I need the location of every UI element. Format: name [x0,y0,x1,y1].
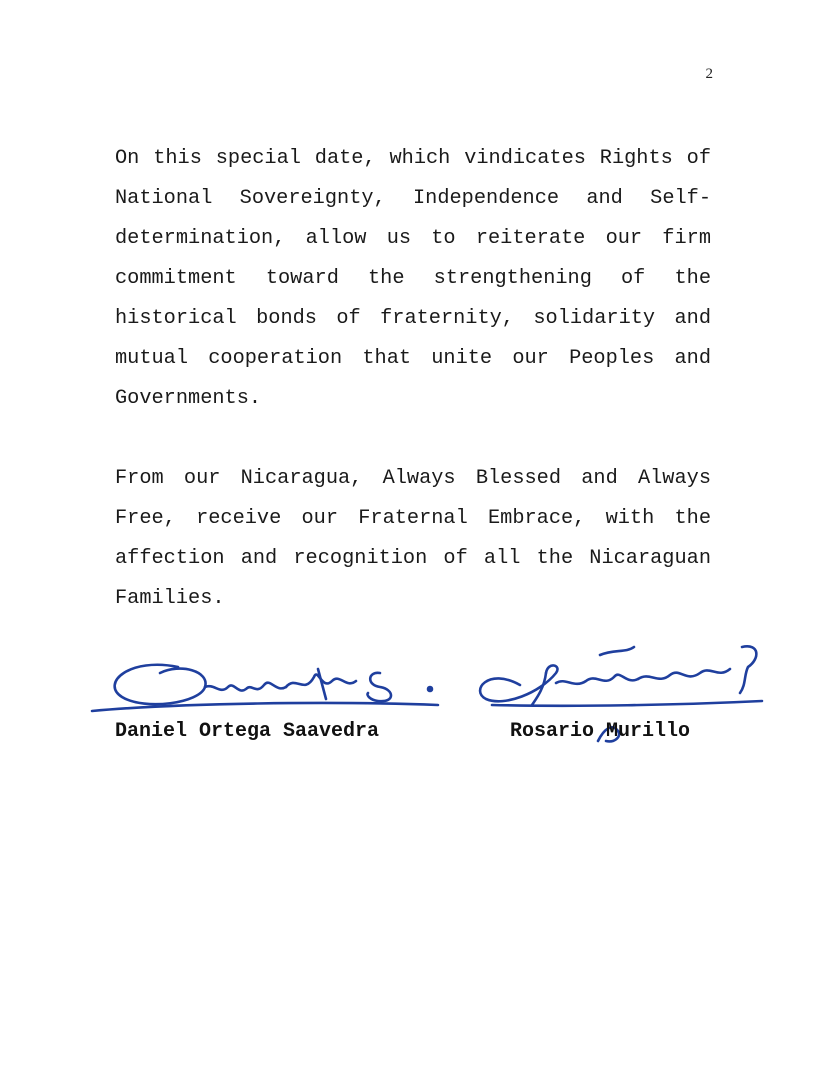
signatory-name-right: Rosario Murillo [510,720,691,743]
paragraph-2: From our Nicaragua, Always Blessed and Always Free, receive our Fraternal Embrace, with the affection and recognition of all the Nicaraguan Families. [115,467,711,610]
signature-left-scribble [92,665,438,711]
signatory-name-left: Daniel Ortega Saavedra [115,720,380,743]
page-number: 2 [705,66,713,82]
signature-block [0,625,825,755]
paragraph-1: On this special date, which vindicates Rights of National Sovereignty, Independence and Self-determination, allow us to reiterate our firm commitment toward the strengthening of the historical bonds of fraternity, solidarity and mutual cooperation that unite our Peoples and Governments. [115,147,711,410]
letter-body [115,139,711,619]
